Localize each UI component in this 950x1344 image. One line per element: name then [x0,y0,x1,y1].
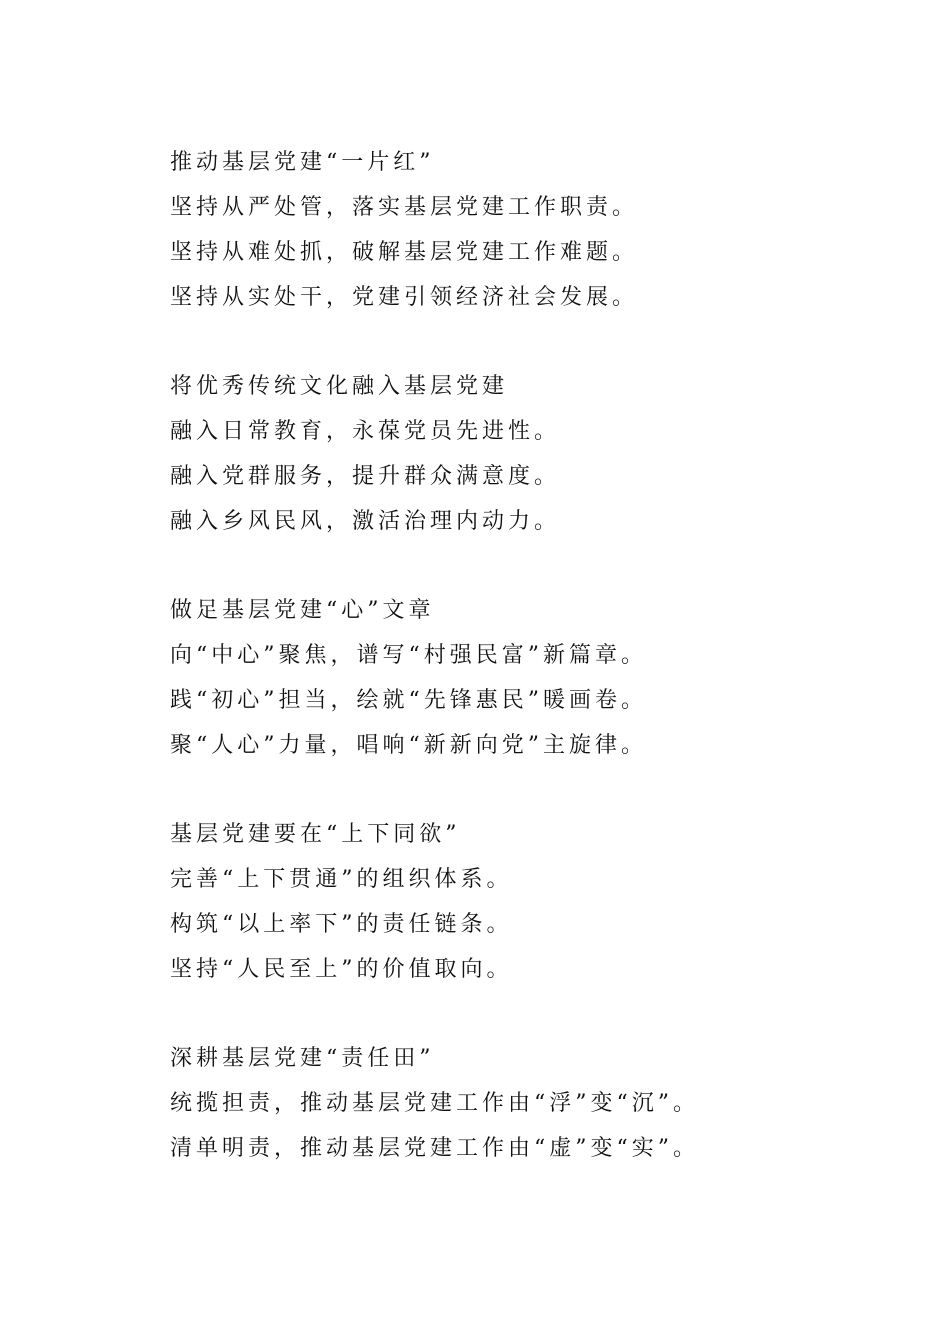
section-heading: 推动基层党建“一片红” [170,150,435,175]
section-line: 坚持从严处管，落实基层党建工作职责。 [170,195,639,220]
section-line: 构筑“以上率下”的责任链条。 [170,912,513,937]
section-heading: 做足基层党建“心”文章 [170,598,435,623]
section-line: 完善“上下贯通”的组织体系。 [170,867,513,892]
section-line: 清单明责，推动基层党建工作由“虚”变“实”。 [170,1136,699,1161]
section-line: 践“初心”担当，绘就“先锋惠民”暖画卷。 [170,688,647,713]
section-line: 融入乡风民风，激活治理内动力。 [170,509,561,534]
section-2 [170,364,790,544]
section-line: 融入日常教育，永葆党员先进性。 [170,419,561,444]
section-line: 统揽担责，推动基层党建工作由“浮”变“沉”。 [170,1091,699,1116]
section-line: 坚持“人民至上”的价值取向。 [170,957,513,982]
section-heading: 基层党建要在“上下同欲” [170,822,461,847]
section-4 [170,812,790,992]
section-1 [170,140,790,320]
section-line: 坚持从难处抓，破解基层党建工作难题。 [170,240,639,265]
section-line: 聚“人心”力量，唱响“新新向党”主旋律。 [170,733,647,758]
section-5 [170,1036,790,1171]
section-line: 坚持从实处干，党建引领经济社会发展。 [170,285,639,310]
section-line: 向“中心”聚焦，谱写“村强民富”新篇章。 [170,643,647,668]
section-heading: 深耕基层党建“责任田” [170,1046,435,1071]
section-line: 融入党群服务，提升群众满意度。 [170,464,561,489]
section-heading: 将优秀传统文化融入基层党建 [170,374,509,399]
document-body [170,140,790,1215]
section-3 [170,588,790,768]
